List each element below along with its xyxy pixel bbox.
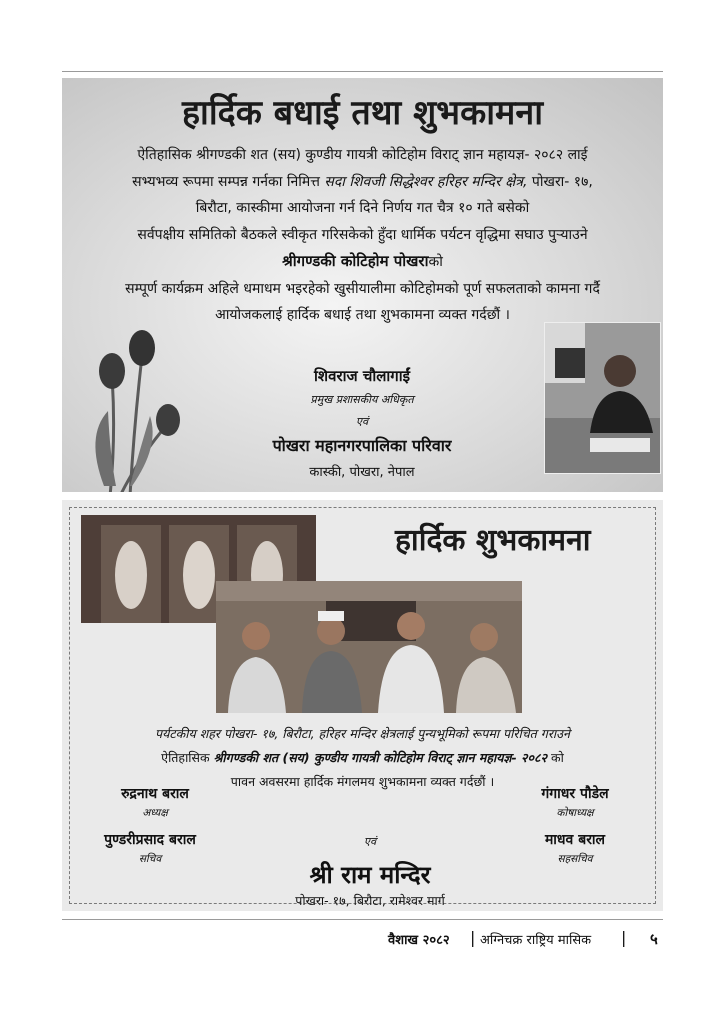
- ad1-event-name: श्रीगण्डकी कोटिहोम पोखरा: [282, 252, 429, 270]
- conjunction-text: एवं: [363, 835, 377, 848]
- organization-address: कास्की, पोखरा, नेपाल: [309, 465, 415, 480]
- greeting-ad-ram-temple: [62, 500, 663, 911]
- ad2-text: को: [547, 750, 564, 765]
- ad2-title: हार्दिक शुभकामना: [395, 523, 591, 558]
- group-photo: [216, 581, 522, 713]
- bottom-rule: [62, 919, 663, 920]
- joint-secretary-role: सहसचिव: [557, 853, 593, 865]
- ad1-text: सभ्यभव्य रूपमा सम्पन्न गर्नका निमित्त: [132, 173, 325, 190]
- signatory-name: शिवराज चौलागाईं: [314, 367, 410, 385]
- ad2-line: पावन अवसरमा हार्दिक मंगलमय शुभकामना व्यक्त गर्दछौं ।: [230, 774, 495, 789]
- ad2-text: ऐतिहासिक: [161, 750, 214, 765]
- dashed-border: [69, 507, 656, 908]
- ad1-message: [70, 142, 655, 329]
- conjunction-text: एवं: [355, 415, 369, 428]
- treasurer-role: कोषाध्यक्ष: [556, 807, 594, 819]
- joint-secretary-name: माधव बराल: [544, 832, 606, 848]
- page-footer: [0, 930, 723, 950]
- ad1-text: को: [428, 254, 443, 270]
- secretary-name: पुण्डरीप्रसाद बराल: [104, 832, 196, 848]
- chairman-role: अध्यक्ष: [142, 807, 168, 819]
- temple-address: पोखरा- १७, बिरौटा, रामेश्वर मार्ग: [295, 893, 445, 908]
- signatory-role: प्रमुख प्रशासकीय अधिकृत: [310, 393, 414, 406]
- ad1-line: [70, 169, 655, 196]
- organization-name: पोखरा महानगरपालिका परिवार: [272, 436, 452, 455]
- ad1-line: बिरौटा, कास्कीमा आयोजना गर्न दिने निर्णय गत चैत्र १० गते बसेको: [195, 200, 530, 216]
- footer-separator: |: [621, 928, 627, 947]
- ad1-line: ऐतिहासिक श्रीगण्डकी शत (सय) कुण्डीय गायत्री कोटिहोम विराट् ज्ञान महायज्ञ- २०८२ लाई: [137, 147, 588, 163]
- official-portrait-photo: [544, 322, 661, 474]
- chairman-name: रुद्रनाथ बराल: [121, 786, 189, 802]
- ad1-line: आयोजकलाई हार्दिक बधाई तथा शुभकामना व्यक्त गर्दछौं ।: [215, 307, 510, 323]
- ad1-title: हार्दिक बधाई तथा शुभकामना: [181, 93, 544, 133]
- ad1-text: पोखरा- १७,: [527, 173, 593, 190]
- temple-name: श्री राम मन्दिर: [309, 861, 431, 889]
- ad1-line: सर्वपक्षीय समितिको बैठकले स्वीकृत गरिसकेको हुँदा धार्मिक पर्यटन वृद्धिमा सघाउ पुऱ्याउने: [137, 226, 588, 243]
- treasurer-name: गंगाधर पौडेल: [541, 786, 609, 802]
- ad1-line: सम्पूर्ण कार्यक्रम अहिले धमाधम भइरहेको खुसीयालीमा कोटिहोमको पूर्ण सफलताको कामना गर्दै: [125, 280, 600, 297]
- tulip-flowers-image: [80, 316, 190, 492]
- ad2-line: [78, 746, 647, 770]
- ad1-line: [70, 248, 655, 276]
- ad2-event-name: श्रीगण्डकी शत (सय) कुण्डीय गायत्री कोटिहोम विराट् ज्ञान महायज्ञ- २०८२: [213, 750, 548, 765]
- ad1-temple-name: सदा शिवजी सिद्धेश्वर हरिहर मन्दिर क्षेत्र,: [324, 173, 528, 190]
- issue-date: वैशाख २०८२: [388, 933, 450, 948]
- greeting-ad-municipality: [62, 78, 663, 492]
- footer-separator: |: [470, 928, 476, 947]
- page-number: ५: [650, 930, 658, 948]
- top-rule: [62, 71, 663, 72]
- magazine-name: अग्निचक्र राष्ट्रिय मासिक: [480, 933, 592, 948]
- secretary-role: सचिव: [138, 853, 162, 865]
- ad2-line: पर्यटकीय शहर पोखरा- १७, बिरौटा, हरिहर मन्दिर क्षेत्रलाई पुन्यभूमिको रूपमा परिचित गराउने: [155, 726, 570, 741]
